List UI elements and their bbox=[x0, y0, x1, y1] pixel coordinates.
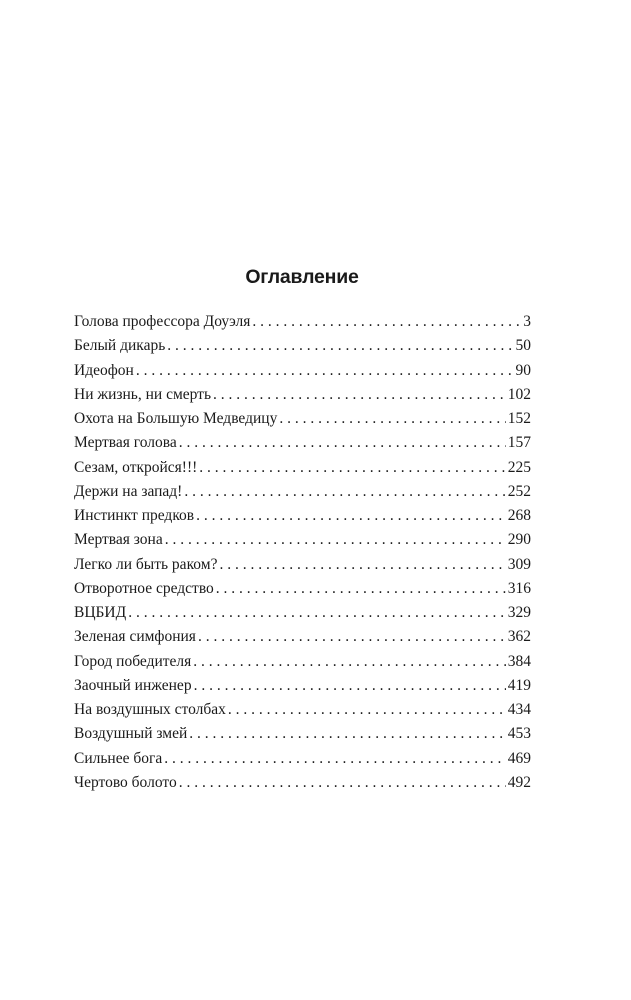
toc-entry-title: На воздушных столбах bbox=[74, 701, 226, 718]
dot-leader bbox=[193, 650, 505, 674]
dot-leader bbox=[198, 625, 506, 649]
toc-entry bbox=[74, 504, 531, 528]
toc-entry-page: 290 bbox=[507, 531, 531, 549]
toc-entry bbox=[74, 310, 531, 334]
toc-entry bbox=[74, 625, 531, 649]
toc-entry-title: Зеленая симфония bbox=[74, 628, 196, 646]
toc-entry-page: 102 bbox=[507, 385, 531, 403]
dot-leader bbox=[252, 310, 521, 334]
toc-entry bbox=[74, 771, 531, 795]
toc-entry-title: Город победителя bbox=[74, 652, 192, 670]
dot-leader bbox=[228, 698, 506, 722]
dot-leader bbox=[189, 722, 505, 746]
toc-entry-page: 225 bbox=[507, 458, 531, 476]
toc-entry-page: 384 bbox=[507, 652, 531, 670]
dot-leader bbox=[196, 504, 506, 528]
toc-entry-title: Охота на Большую Медведицу bbox=[74, 410, 278, 427]
toc-entry-page: 157 bbox=[507, 434, 531, 452]
toc-entry-page: 329 bbox=[507, 604, 531, 621]
toc-entry-title: Держи на запад! bbox=[74, 482, 183, 500]
toc-entry bbox=[74, 480, 531, 504]
toc-entry-title: Мертвая зона bbox=[74, 531, 163, 549]
toc-entry bbox=[74, 431, 531, 455]
toc-entry bbox=[74, 334, 531, 358]
toc-entry-title: Легко ли быть раком? bbox=[74, 555, 218, 573]
toc-entry bbox=[74, 456, 531, 480]
toc-entry-title: Белый дикарь bbox=[74, 337, 166, 355]
toc-entry-page: 469 bbox=[507, 749, 531, 767]
toc-entry-title: Чертово болото bbox=[74, 773, 177, 791]
toc-entry bbox=[74, 601, 531, 625]
dot-leader bbox=[184, 480, 505, 504]
toc-entry bbox=[74, 553, 531, 577]
toc-heading: Оглавление bbox=[245, 266, 359, 288]
toc-entry bbox=[74, 674, 531, 698]
toc-entry-title: Сезам, откройся!!! bbox=[74, 458, 198, 476]
toc-entry-title: Ни жизнь, ни смерть bbox=[74, 385, 212, 403]
toc-entry bbox=[74, 528, 531, 552]
toc-entry-page: 453 bbox=[507, 725, 531, 743]
dot-leader bbox=[216, 577, 506, 601]
toc-entry bbox=[74, 650, 531, 674]
toc-entry-page: 152 bbox=[507, 410, 531, 427]
toc-entry-page: 268 bbox=[507, 507, 531, 524]
toc-entry bbox=[74, 577, 531, 601]
dot-leader bbox=[128, 601, 506, 625]
toc-entry bbox=[74, 359, 531, 383]
toc-entry-page: 419 bbox=[507, 676, 531, 694]
toc-entry-title: Воздушный змей bbox=[74, 725, 188, 743]
toc-entry-page: 362 bbox=[507, 628, 531, 646]
dot-leader bbox=[219, 553, 505, 577]
toc-entry-page: 316 bbox=[507, 579, 531, 597]
dot-leader bbox=[213, 383, 506, 407]
dot-leader bbox=[179, 431, 506, 455]
toc-entry-title: Мертвая голова bbox=[74, 434, 177, 452]
dot-leader bbox=[167, 334, 513, 358]
toc-entry-page: 50 bbox=[515, 337, 531, 355]
toc-entry-title: ВЦБИД bbox=[74, 604, 127, 621]
dot-leader bbox=[179, 771, 506, 795]
dot-leader bbox=[136, 359, 514, 383]
toc-entry bbox=[74, 383, 531, 407]
dot-leader bbox=[199, 456, 505, 480]
table-of-contents bbox=[74, 310, 531, 795]
toc-entry-page: 252 bbox=[507, 482, 531, 500]
dot-leader bbox=[164, 747, 506, 771]
toc-entry bbox=[74, 407, 531, 431]
toc-entry-page: 309 bbox=[507, 555, 531, 573]
toc-entry-title: Голова профессора Доуэля bbox=[74, 313, 251, 330]
toc-entry-title: Отворотное средство bbox=[74, 579, 214, 597]
toc-entry-title: Инстинкт предков bbox=[74, 507, 195, 524]
toc-entry bbox=[74, 698, 531, 722]
toc-entry-page: 90 bbox=[515, 361, 531, 379]
toc-entry-page: 434 bbox=[507, 701, 531, 718]
toc-entry-title: Идеофон bbox=[74, 361, 134, 379]
dot-leader bbox=[165, 528, 506, 552]
toc-entry-title: Сильнее бога bbox=[74, 749, 163, 767]
toc-entry bbox=[74, 747, 531, 771]
toc-entry bbox=[74, 722, 531, 746]
toc-entry-title: Заочный инженер bbox=[74, 676, 192, 694]
toc-entry-page: 3 bbox=[523, 313, 531, 330]
toc-entry-page: 492 bbox=[507, 773, 531, 791]
dot-leader bbox=[279, 407, 505, 431]
dot-leader bbox=[194, 674, 506, 698]
